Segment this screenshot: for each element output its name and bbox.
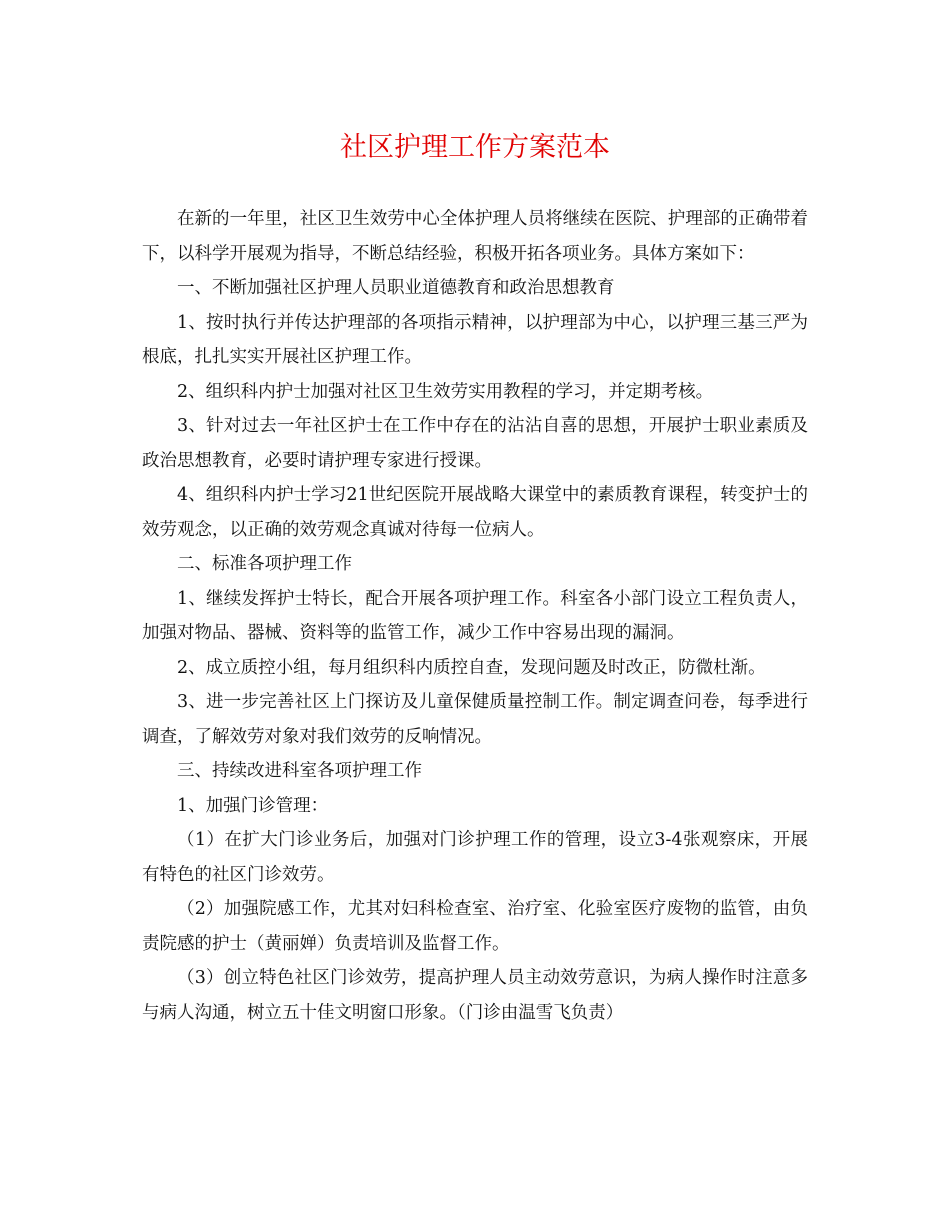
paragraph-item: 2、成立质控小组，每月组织科内质控自查，发现问题及时改正，防微杜渐。 [177,657,766,678]
paragraph-item: 1、加强门诊管理： [177,795,329,816]
section-heading-1: 一、不断加强社区护理人员职业道德教育和政治思想教育 [177,278,615,298]
paragraph-intro: 在新的一年里，社区卫生效劳中心全体护理人员将继续在医院、护理部的正确带着下，以科学开展观为指导，不断总结经验，积极开拓各项业务。具体方案如下： [142,209,808,264]
document-body [142,202,808,1030]
section-heading-2: 二、标准各项护理工作 [177,554,352,574]
paragraph-item: 4、组织科内护士学习21世纪医院开展战略大课堂中的素质教育课程，转变护士的效劳观念，以正确的效劳观念真诚对待每一位病人。 [142,485,808,540]
section-heading-3: 三、持续改进科室各项护理工作 [177,761,422,781]
document-title: 社区护理工作方案范本 [340,132,610,163]
paragraph-item: 1、按时执行并传达护理部的各项指示精神，以护理部为中心，以护理三基三严为根底，扎扎实实开展社区护理工作。 [142,312,808,367]
paragraph-item: 3、针对过去一年社区护士在工作中存在的沾沾自喜的思想，开展护士职业素质及政治思想教育，必要时请护理专家进行授课。 [142,416,808,471]
paragraph-subitem: （3）创立特色社区门诊效劳，提高护理人员主动效劳意识，为病人操作时注意多与病人沟通，树立五十佳文明窗口形象。（门诊由温雪飞负责） [142,968,808,1023]
paragraph-subitem: （1）在扩大门诊业务后，加强对门诊护理工作的管理，设立3-4张观察床，开展有特色的社区门诊效劳。 [142,830,808,885]
paragraph-item: 1、继续发挥护士特长，配合开展各项护理工作。科室各小部门设立工程负责人，加强对物品、器械、资料等的监管工作，减少工作中容易出现的漏洞。 [142,588,808,643]
paragraph-item: 3、进一步完善社区上门探访及儿童保健质量控制工作。制定调查问卷，每季进行调查，了解效劳对象对我们效劳的反响情况。 [142,692,808,747]
paragraph-subitem: （2）加强院感工作，尤其对妇科检查室、治疗室、化验室医疗废物的监管，由负责院感的护士（黄丽婵）负责培训及监督工作。 [142,899,808,954]
paragraph-item: 2、组织科内护士加强对社区卫生效劳实用教程的学习，并定期考核。 [177,381,714,402]
